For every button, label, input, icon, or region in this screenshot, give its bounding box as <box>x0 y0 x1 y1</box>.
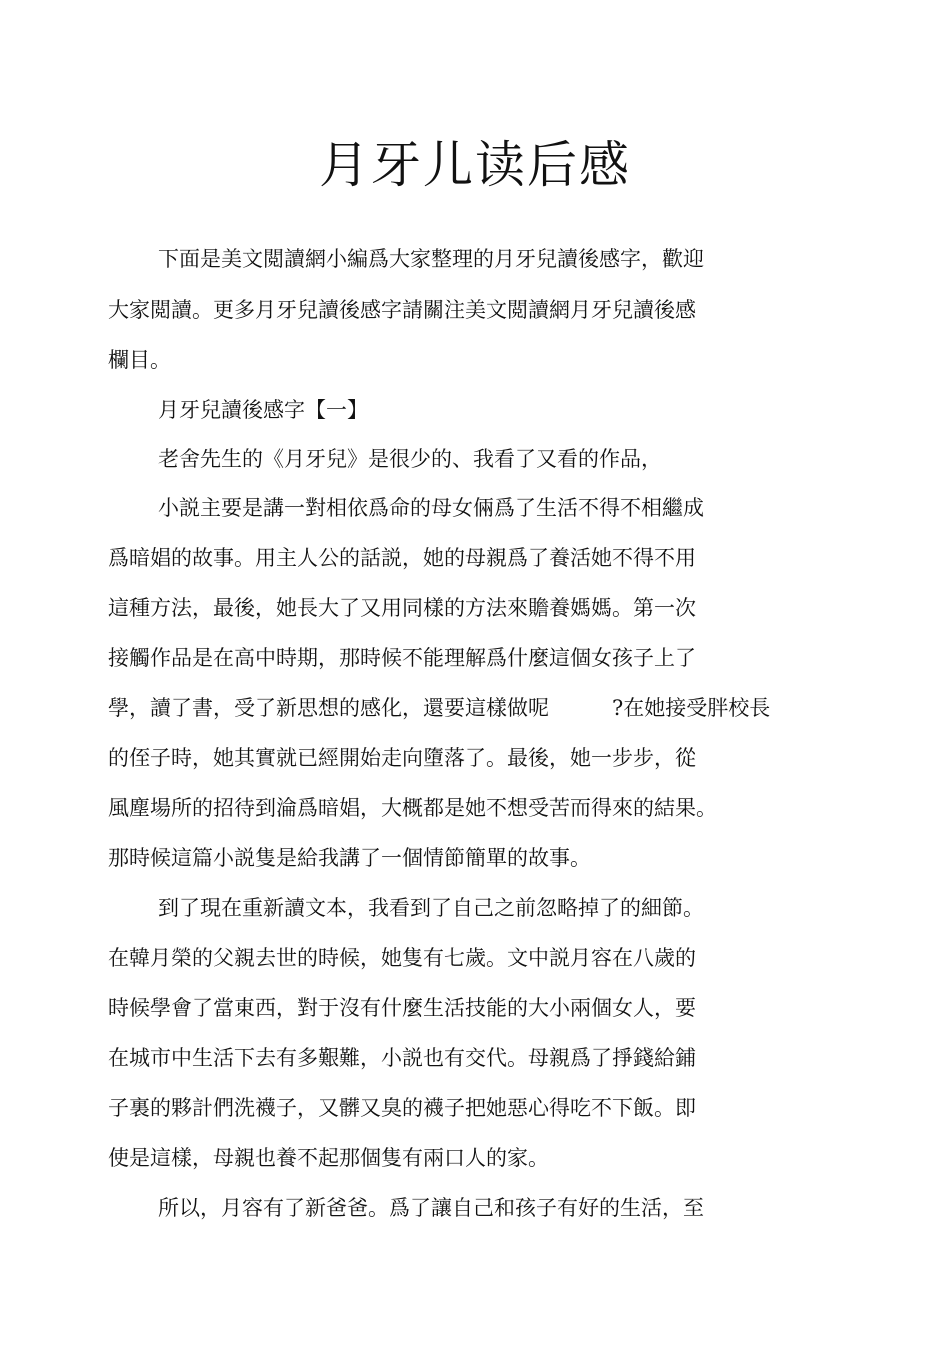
paragraph-line: 那時候這篇小説隻是給我講了一個情節簡單的故事。 <box>108 846 591 870</box>
paragraph-line: 小説主要是講一對相依爲命的母女倆爲了生活不得不相繼成 <box>158 496 704 520</box>
paragraph-line: 子裏的夥計們洗襪子，又髒又臭的襪子把她惡心得吃不下飯。即 <box>108 1096 696 1120</box>
paragraph-line: 接觸作品是在高中時期，那時候不能理解爲什麼這個女孩子上了 <box>108 646 696 670</box>
paragraph-line: 使是這樣，母親也養不起那個隻有兩口人的家。 <box>108 1146 549 1170</box>
paragraph-line: 大家閲讀。更多月牙兒讀後感字請關注美文閲讀網月牙兒讀後感 <box>108 298 696 322</box>
paragraph-line: 時候學會了當東西，對于沒有什麼生活技能的大小兩個女人，要 <box>108 996 696 1020</box>
paragraph-line: 在城市中生活下去有多艱難，小説也有交代。母親爲了掙錢給鋪 <box>108 1046 696 1070</box>
paragraph-line: 風塵場所的招待到淪爲暗娼，大概都是她不想受苦而得來的結果。 <box>108 796 717 820</box>
paragraph-line: 到了現在重新讀文本，我看到了自己之前忽略掉了的細節。 <box>158 896 704 920</box>
paragraph-line: 這種方法，最後，她長大了又用同樣的方法來贍養媽媽。第一次 <box>108 596 696 620</box>
paragraph-line: 學，讀了書，受了新思想的感化，還要這樣做呢 ?在她接受胖校長 <box>108 696 771 720</box>
document-title: 月牙儿读后感 <box>319 136 631 194</box>
section-heading: 月牙兒讀後感字【一】 <box>158 398 368 422</box>
paragraph-line: 下面是美文閲讀網小編爲大家整理的月牙兒讀後感字，歡迎 <box>158 247 704 271</box>
paragraph-line: 欄目。 <box>108 348 171 372</box>
paragraph-line: 在韓月榮的父親去世的時候，她隻有七歲。文中説月容在八歲的 <box>108 946 696 970</box>
paragraph-line: 爲暗娼的故事。用主人公的話説，她的母親爲了養活她不得不用 <box>108 546 696 570</box>
paragraph-line: 老舍先生的《月牙兒》是很少的、我看了又看的作品， <box>158 447 662 471</box>
paragraph-line: 的侄子時，她其實就已經開始走向墮落了。最後，她一步步，從 <box>108 746 696 770</box>
paragraph-line: 所以，月容有了新爸爸。爲了讓自己和孩子有好的生活，至 <box>158 1196 704 1220</box>
